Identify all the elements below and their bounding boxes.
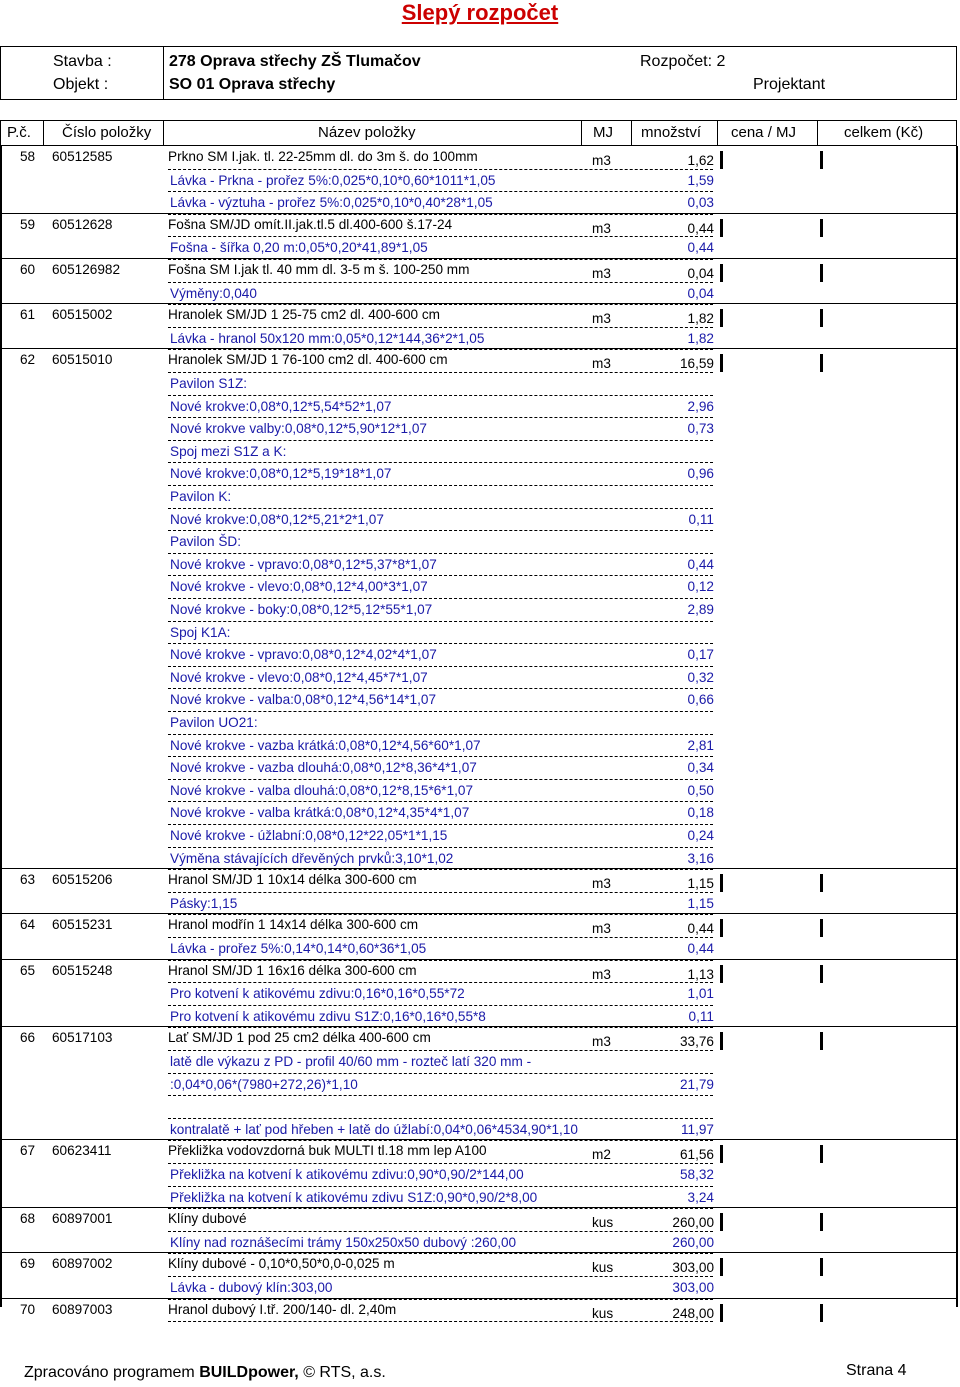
measure-quantity: 21,79 bbox=[679, 1076, 714, 1092]
rozpocet-label: Rozpočet: 2 bbox=[640, 53, 726, 70]
item-code: 60515206 bbox=[52, 872, 113, 888]
measure-quantity: 0,66 bbox=[687, 692, 714, 708]
dash-leader bbox=[168, 530, 713, 531]
measure-text: Nové krokve - vlevo:0,08*0,12*4,45*7*1,07 bbox=[170, 669, 428, 685]
measure-quantity: 1,01 bbox=[687, 986, 714, 1002]
total-mark bbox=[820, 219, 823, 237]
footer-credit bbox=[24, 1364, 386, 1382]
price-mark bbox=[720, 1213, 723, 1231]
price-mark bbox=[720, 151, 723, 169]
total-mark bbox=[820, 919, 823, 937]
item-name: Klíny dubové - 0,10*0,50*0,0-0,025 m bbox=[168, 1256, 395, 1272]
dash-leader bbox=[168, 914, 713, 915]
measure-text: Nové krokve - valba dlouhá:0,08*0,12*8,15*6*1,07 bbox=[170, 782, 474, 798]
item-quantity: 1,13 bbox=[687, 966, 714, 982]
measure-text: Pavilon ŠD: bbox=[170, 534, 242, 550]
measure-quantity: 1,15 bbox=[687, 895, 714, 911]
item-unit: kus bbox=[592, 1215, 614, 1231]
measure-text: Nové krokve - boky:0,08*0,12*5,12*55*1,07 bbox=[170, 602, 433, 617]
total-mark bbox=[820, 354, 823, 372]
item-quantity: 1,82 bbox=[687, 311, 714, 327]
item-code: 60623411 bbox=[52, 1143, 112, 1159]
objekt-value: SO 01 Oprava střechy bbox=[169, 76, 336, 93]
item-name: Prkno SM I.jak. tl. 22-25mm dl. do 3m š. do 100mm bbox=[168, 149, 478, 164]
dash-leader bbox=[168, 937, 713, 938]
dash-leader bbox=[168, 1118, 713, 1119]
total-mark bbox=[820, 965, 823, 983]
measure-text: Nové krokve - valba:0,08*0,12*4,56*14*1,07 bbox=[170, 692, 437, 708]
dash-leader bbox=[168, 395, 713, 396]
col-code: Číslo položky bbox=[62, 124, 152, 141]
dash-leader bbox=[168, 1095, 713, 1096]
measure-quantity: 0,03 bbox=[687, 195, 714, 211]
measure-quantity: 2,89 bbox=[687, 602, 714, 617]
measure-text: Pásky:1,15 bbox=[170, 895, 238, 911]
measure-text: Nové krokve:0,08*0,12*5,54*52*1,07 bbox=[170, 398, 392, 414]
dash-leader bbox=[168, 440, 713, 441]
dash-leader bbox=[168, 1253, 713, 1254]
measure-text: Nové krokve:0,08*0,12*5,21*2*1,07 bbox=[170, 511, 384, 527]
column-header bbox=[0, 120, 957, 146]
item-number: 69 bbox=[20, 1256, 36, 1272]
objekt-label: Objekt : bbox=[53, 76, 109, 93]
dash-leader bbox=[168, 575, 713, 576]
measure-quantity: 260,00 bbox=[672, 1234, 714, 1250]
measure-text: Pro kotvení k atikovému zdivu S1Z:0,16*0,16*0,55*8 bbox=[170, 1008, 486, 1024]
measure-quantity: 3,24 bbox=[687, 1189, 714, 1205]
price-mark bbox=[720, 1032, 723, 1050]
dash-leader bbox=[168, 598, 713, 599]
measure-text: Nové krokve valby:0,08*0,12*5,90*12*1,07 bbox=[170, 421, 427, 437]
item-unit: m3 bbox=[592, 356, 611, 372]
item-number: 64 bbox=[20, 917, 36, 933]
measure-text: kontralatě + lať pod hřeben + latě do úžlabí:0,04*0,06*4534,90*1,10 bbox=[170, 1121, 578, 1137]
item-code: 605126982 bbox=[52, 262, 121, 277]
measure-text: Spoj K1A: bbox=[170, 624, 231, 640]
projektant-label: Projektant bbox=[753, 76, 826, 93]
item-name: Hranol modřín 1 14x14 délka 300-600 cm bbox=[168, 917, 419, 933]
item-number: 58 bbox=[20, 149, 36, 164]
dash-leader bbox=[168, 462, 713, 463]
measure-text: Nové krokve - vpravo:0,08*0,12*5,37*8*1,07 bbox=[170, 556, 437, 572]
dash-leader bbox=[168, 756, 713, 757]
price-mark bbox=[720, 354, 723, 372]
measure-quantity: 0,17 bbox=[687, 647, 714, 663]
header-divider bbox=[163, 47, 164, 99]
measure-quantity: 0,44 bbox=[687, 556, 714, 572]
item-unit: m3 bbox=[592, 1034, 611, 1050]
item-name: Překližka vodovzdorná buk MULTI tl.18 mm lep A100 bbox=[168, 1143, 487, 1159]
measure-text: Pavilon K: bbox=[170, 489, 232, 504]
measure-text: Lávka - dubový klín:303,00 bbox=[170, 1280, 333, 1295]
item-quantity: 248,00 bbox=[672, 1305, 714, 1321]
footer-prefix: Zpracováno programem bbox=[24, 1364, 200, 1381]
item-code: 60515002 bbox=[52, 307, 113, 323]
price-mark bbox=[720, 919, 723, 937]
measure-text: Lávka - výztuha - prořez 5%:0,025*0,10*0,40*28*1,05 bbox=[170, 195, 493, 211]
dash-leader bbox=[168, 734, 713, 735]
item-quantity: 0,44 bbox=[687, 921, 714, 937]
dash-leader bbox=[168, 1027, 713, 1028]
total-mark bbox=[820, 309, 823, 327]
dash-leader bbox=[168, 508, 713, 509]
row-divider bbox=[0, 1252, 957, 1253]
dash-leader bbox=[168, 1073, 713, 1074]
measure-quantity: 0,96 bbox=[687, 466, 714, 482]
item-number: 66 bbox=[20, 1030, 36, 1046]
item-quantity: 1,15 bbox=[687, 876, 714, 892]
stavba-label: Stavba : bbox=[53, 53, 112, 70]
item-code: 60517103 bbox=[52, 1030, 113, 1046]
item-name: Klíny dubové bbox=[168, 1211, 247, 1227]
measure-text: Fošna - šířka 0,20 m:0,05*0,20*41,89*1,05 bbox=[170, 240, 428, 256]
footer-brand: BUILDpower, bbox=[199, 1364, 299, 1381]
dash-leader bbox=[168, 824, 713, 825]
measure-text: :0,04*0,06*(7980+272,26)*1,10 bbox=[170, 1076, 358, 1092]
item-quantity: 16,59 bbox=[679, 356, 714, 372]
item-quantity: 1,62 bbox=[687, 153, 714, 168]
measure-text: Výměny:0,040 bbox=[170, 285, 257, 301]
measure-text: Pavilon UO21: bbox=[170, 715, 258, 730]
item-name: Fošna SM I.jak tl. 40 mm dl. 3-5 m š. 100-250 mm bbox=[168, 262, 470, 277]
item-unit: m3 bbox=[592, 220, 611, 236]
price-mark bbox=[720, 965, 723, 983]
item-code: 60515231 bbox=[52, 917, 113, 933]
row-divider bbox=[0, 213, 957, 214]
row-divider bbox=[0, 1139, 957, 1140]
dash-leader bbox=[168, 327, 713, 328]
item-code: 60897002 bbox=[52, 1256, 113, 1272]
page-title: Slepý rozpočet bbox=[401, 0, 559, 25]
total-mark bbox=[820, 1304, 823, 1322]
dash-leader bbox=[168, 711, 713, 712]
header-box bbox=[0, 46, 957, 100]
item-unit: kus bbox=[592, 1260, 614, 1276]
col-qty: množství bbox=[641, 124, 702, 141]
row-divider bbox=[0, 913, 957, 914]
price-mark bbox=[720, 309, 723, 327]
dash-leader bbox=[168, 960, 713, 961]
price-mark bbox=[720, 1258, 723, 1276]
item-code: 60512628 bbox=[52, 216, 113, 232]
footer-suffix: © RTS, a.s. bbox=[298, 1364, 386, 1381]
total-mark bbox=[820, 264, 823, 282]
measure-quantity: 2,81 bbox=[687, 737, 714, 753]
item-number: 65 bbox=[20, 962, 36, 978]
total-mark bbox=[820, 1032, 823, 1050]
dash-leader bbox=[168, 847, 713, 848]
dash-leader bbox=[168, 1163, 713, 1164]
item-quantity: 61,56 bbox=[679, 1147, 714, 1163]
item-code: 60897003 bbox=[52, 1301, 113, 1317]
total-mark bbox=[820, 874, 823, 892]
item-unit: m2 bbox=[592, 1147, 611, 1163]
item-unit: m3 bbox=[592, 153, 611, 168]
dash-leader bbox=[168, 1186, 713, 1187]
measure-quantity: 1,59 bbox=[687, 172, 714, 188]
total-mark bbox=[820, 1145, 823, 1163]
dash-leader bbox=[168, 1321, 713, 1322]
item-quantity: 0,04 bbox=[687, 266, 714, 281]
measure-quantity: 0,11 bbox=[688, 511, 714, 527]
dash-leader bbox=[168, 236, 713, 237]
total-mark bbox=[820, 151, 823, 169]
dash-leader bbox=[168, 1005, 713, 1006]
item-quantity: 33,76 bbox=[679, 1034, 714, 1050]
dash-leader bbox=[168, 372, 713, 373]
measure-quantity: 2,96 bbox=[687, 398, 714, 414]
measure-text: Pavilon S1Z: bbox=[170, 376, 248, 391]
dash-leader bbox=[168, 485, 713, 486]
dash-leader bbox=[168, 553, 713, 554]
measure-quantity: 11,97 bbox=[680, 1121, 714, 1137]
total-mark bbox=[820, 1258, 823, 1276]
price-mark bbox=[720, 1304, 723, 1322]
dash-leader bbox=[168, 417, 713, 418]
dash-leader bbox=[168, 1276, 713, 1277]
measure-text: Nové krokve - vpravo:0,08*0,12*4,02*4*1,07 bbox=[170, 647, 437, 663]
item-number: 63 bbox=[20, 872, 36, 888]
price-mark bbox=[720, 264, 723, 282]
row-divider bbox=[0, 1207, 957, 1208]
item-name: Hranolek SM/JD 1 76-100 cm2 dl. 400-600 cm bbox=[168, 352, 448, 368]
measure-quantity: 0,04 bbox=[687, 285, 714, 301]
measure-quantity: 0,44 bbox=[687, 240, 714, 256]
item-name: Fošna SM/JD omít.II.jak.tl.5 dl.400-600 š.17-24 bbox=[168, 216, 453, 232]
measure-quantity: 3,16 bbox=[687, 850, 714, 866]
measure-text: Překližka na kotvení k atikovému zdivu S1Z:0,90*0,90/2*8,00 bbox=[170, 1189, 538, 1205]
measure-text: Nové krokve - valba krátká:0,08*0,12*4,35*4*1,07 bbox=[170, 805, 470, 821]
col-pc: P.č. bbox=[7, 124, 31, 141]
dash-leader bbox=[168, 191, 713, 192]
item-name: Lať SM/JD 1 pod 25 cm2 délka 400-600 cm bbox=[168, 1030, 431, 1046]
item-code: 60515248 bbox=[52, 962, 113, 978]
item-quantity: 260,00 bbox=[672, 1215, 714, 1231]
dash-leader bbox=[168, 892, 713, 893]
dash-leader bbox=[168, 643, 713, 644]
measure-quantity: 0,34 bbox=[687, 760, 714, 776]
measure-text: Pro kotvení k atikovému zdivu:0,16*0,16*0,55*72 bbox=[170, 986, 465, 1002]
item-number: 62 bbox=[20, 352, 36, 368]
page-number: Strana 4 bbox=[846, 1362, 907, 1379]
measure-quantity: 0,18 bbox=[687, 805, 714, 821]
col-price: cena / MJ bbox=[731, 124, 797, 141]
dash-leader bbox=[168, 282, 713, 283]
item-code: 60897001 bbox=[52, 1211, 113, 1227]
item-unit: kus bbox=[592, 1305, 614, 1321]
dash-leader bbox=[168, 349, 713, 350]
dash-leader bbox=[168, 1231, 713, 1232]
dash-leader bbox=[168, 1299, 713, 1300]
price-mark bbox=[720, 219, 723, 237]
row-divider bbox=[0, 258, 957, 259]
col-mj: MJ bbox=[593, 124, 613, 141]
measure-text: Nové krokve - vlevo:0,08*0,12*4,00*3*1,07 bbox=[170, 579, 428, 595]
measure-text: Nové krokve:0,08*0,12*5,19*18*1,07 bbox=[170, 466, 392, 482]
dash-leader bbox=[168, 214, 713, 215]
item-code: 60515010 bbox=[52, 352, 113, 368]
price-mark bbox=[720, 1145, 723, 1163]
item-number: 59 bbox=[20, 216, 36, 232]
row-divider bbox=[0, 1026, 957, 1027]
item-number: 61 bbox=[20, 307, 36, 323]
measure-text: latě dle výkazu z PD - profil 40/60 mm - rozteč latí 320 mm - bbox=[170, 1054, 532, 1069]
measure-quantity: 0,32 bbox=[687, 669, 714, 685]
measure-text: Spoj mezi S1Z a K: bbox=[170, 443, 287, 459]
items-table bbox=[0, 146, 960, 1321]
measure-quantity: 0,24 bbox=[687, 828, 714, 843]
measure-quantity: 58,32 bbox=[679, 1167, 714, 1182]
measure-quantity: 0,44 bbox=[687, 941, 714, 956]
item-unit: m3 bbox=[592, 311, 611, 327]
dash-leader bbox=[168, 982, 713, 983]
item-unit: m3 bbox=[592, 266, 611, 281]
dash-leader bbox=[168, 779, 713, 780]
measure-quantity: 1,82 bbox=[687, 330, 714, 346]
dash-leader bbox=[168, 666, 713, 667]
measure-text: Nové krokve - úžlabní:0,08*0,12*22,05*1*1,15 bbox=[170, 828, 448, 843]
dash-leader bbox=[168, 304, 713, 305]
item-name: Hranol SM/JD 1 10x14 délka 300-600 cm bbox=[168, 872, 417, 888]
item-code: 60512585 bbox=[52, 149, 113, 164]
measure-text: Lávka - Prkna - prořez 5%:0,025*0,10*0,60*1011*1,05 bbox=[170, 172, 496, 188]
total-mark bbox=[820, 1213, 823, 1231]
stavba-value: 278 Oprava střechy ZŠ Tlumačov bbox=[169, 53, 421, 70]
item-name: Hranol dubový I.tř. 200/140- dl. 2,40m bbox=[168, 1301, 397, 1317]
dash-leader bbox=[168, 801, 713, 802]
item-number: 67 bbox=[20, 1143, 36, 1159]
item-number: 70 bbox=[20, 1301, 36, 1317]
dash-leader bbox=[168, 169, 713, 170]
col-name: Název položky bbox=[318, 124, 416, 141]
measure-text: Překližka na kotvení k atikovému zdivu:0,90*0,90/2*144,00 bbox=[170, 1167, 524, 1182]
dash-leader bbox=[168, 1050, 713, 1051]
dash-leader bbox=[168, 1208, 713, 1209]
measure-quantity: 0,50 bbox=[687, 782, 714, 798]
price-mark bbox=[720, 874, 723, 892]
row-divider bbox=[0, 348, 957, 349]
item-quantity: 0,44 bbox=[687, 220, 714, 236]
item-quantity: 303,00 bbox=[672, 1260, 714, 1276]
measure-text: Lávka - hranol 50x120 mm:0,05*0,12*144,36*2*1,05 bbox=[170, 330, 485, 346]
dash-leader bbox=[168, 1140, 713, 1141]
dash-leader bbox=[168, 259, 713, 260]
item-number: 60 bbox=[20, 262, 36, 277]
measure-quantity: 0,11 bbox=[688, 1008, 714, 1024]
item-number: 68 bbox=[20, 1211, 36, 1227]
dash-leader bbox=[168, 621, 713, 622]
col-total: celkem (Kč) bbox=[844, 124, 924, 141]
item-name: Hranol SM/JD 1 16x16 délka 300-600 cm bbox=[168, 962, 417, 978]
measure-text: Lávka - prořez 5%:0,14*0,14*0,60*36*1,05 bbox=[170, 941, 427, 956]
item-unit: m3 bbox=[592, 921, 611, 937]
item-name: Hranolek SM/JD 1 25-75 cm2 dl. 400-600 cm bbox=[168, 307, 440, 323]
item-unit: m3 bbox=[592, 876, 611, 892]
measure-text: Nové krokve - vazba krátká:0,08*0,12*4,56*60*1,07 bbox=[170, 737, 481, 753]
measure-quantity: 0,12 bbox=[687, 579, 714, 595]
row-divider bbox=[0, 1298, 957, 1299]
row-divider bbox=[0, 868, 957, 869]
dash-leader bbox=[168, 688, 713, 689]
row-divider bbox=[0, 303, 957, 304]
measure-text: Nové krokve - vazba dlouhá:0,08*0,12*8,36*4*1,07 bbox=[170, 760, 477, 776]
measure-quantity: 303,00 bbox=[672, 1280, 714, 1295]
measure-text: Výměna stávajících dřevěných prvků:3,10*1,02 bbox=[170, 850, 454, 866]
item-unit: m3 bbox=[592, 966, 611, 982]
measure-text: Klíny nad roznášecími trámy 150x250x50 dubový :260,00 bbox=[170, 1234, 517, 1250]
row-divider bbox=[0, 959, 957, 960]
dash-leader bbox=[168, 869, 713, 870]
measure-quantity: 0,73 bbox=[687, 421, 714, 437]
